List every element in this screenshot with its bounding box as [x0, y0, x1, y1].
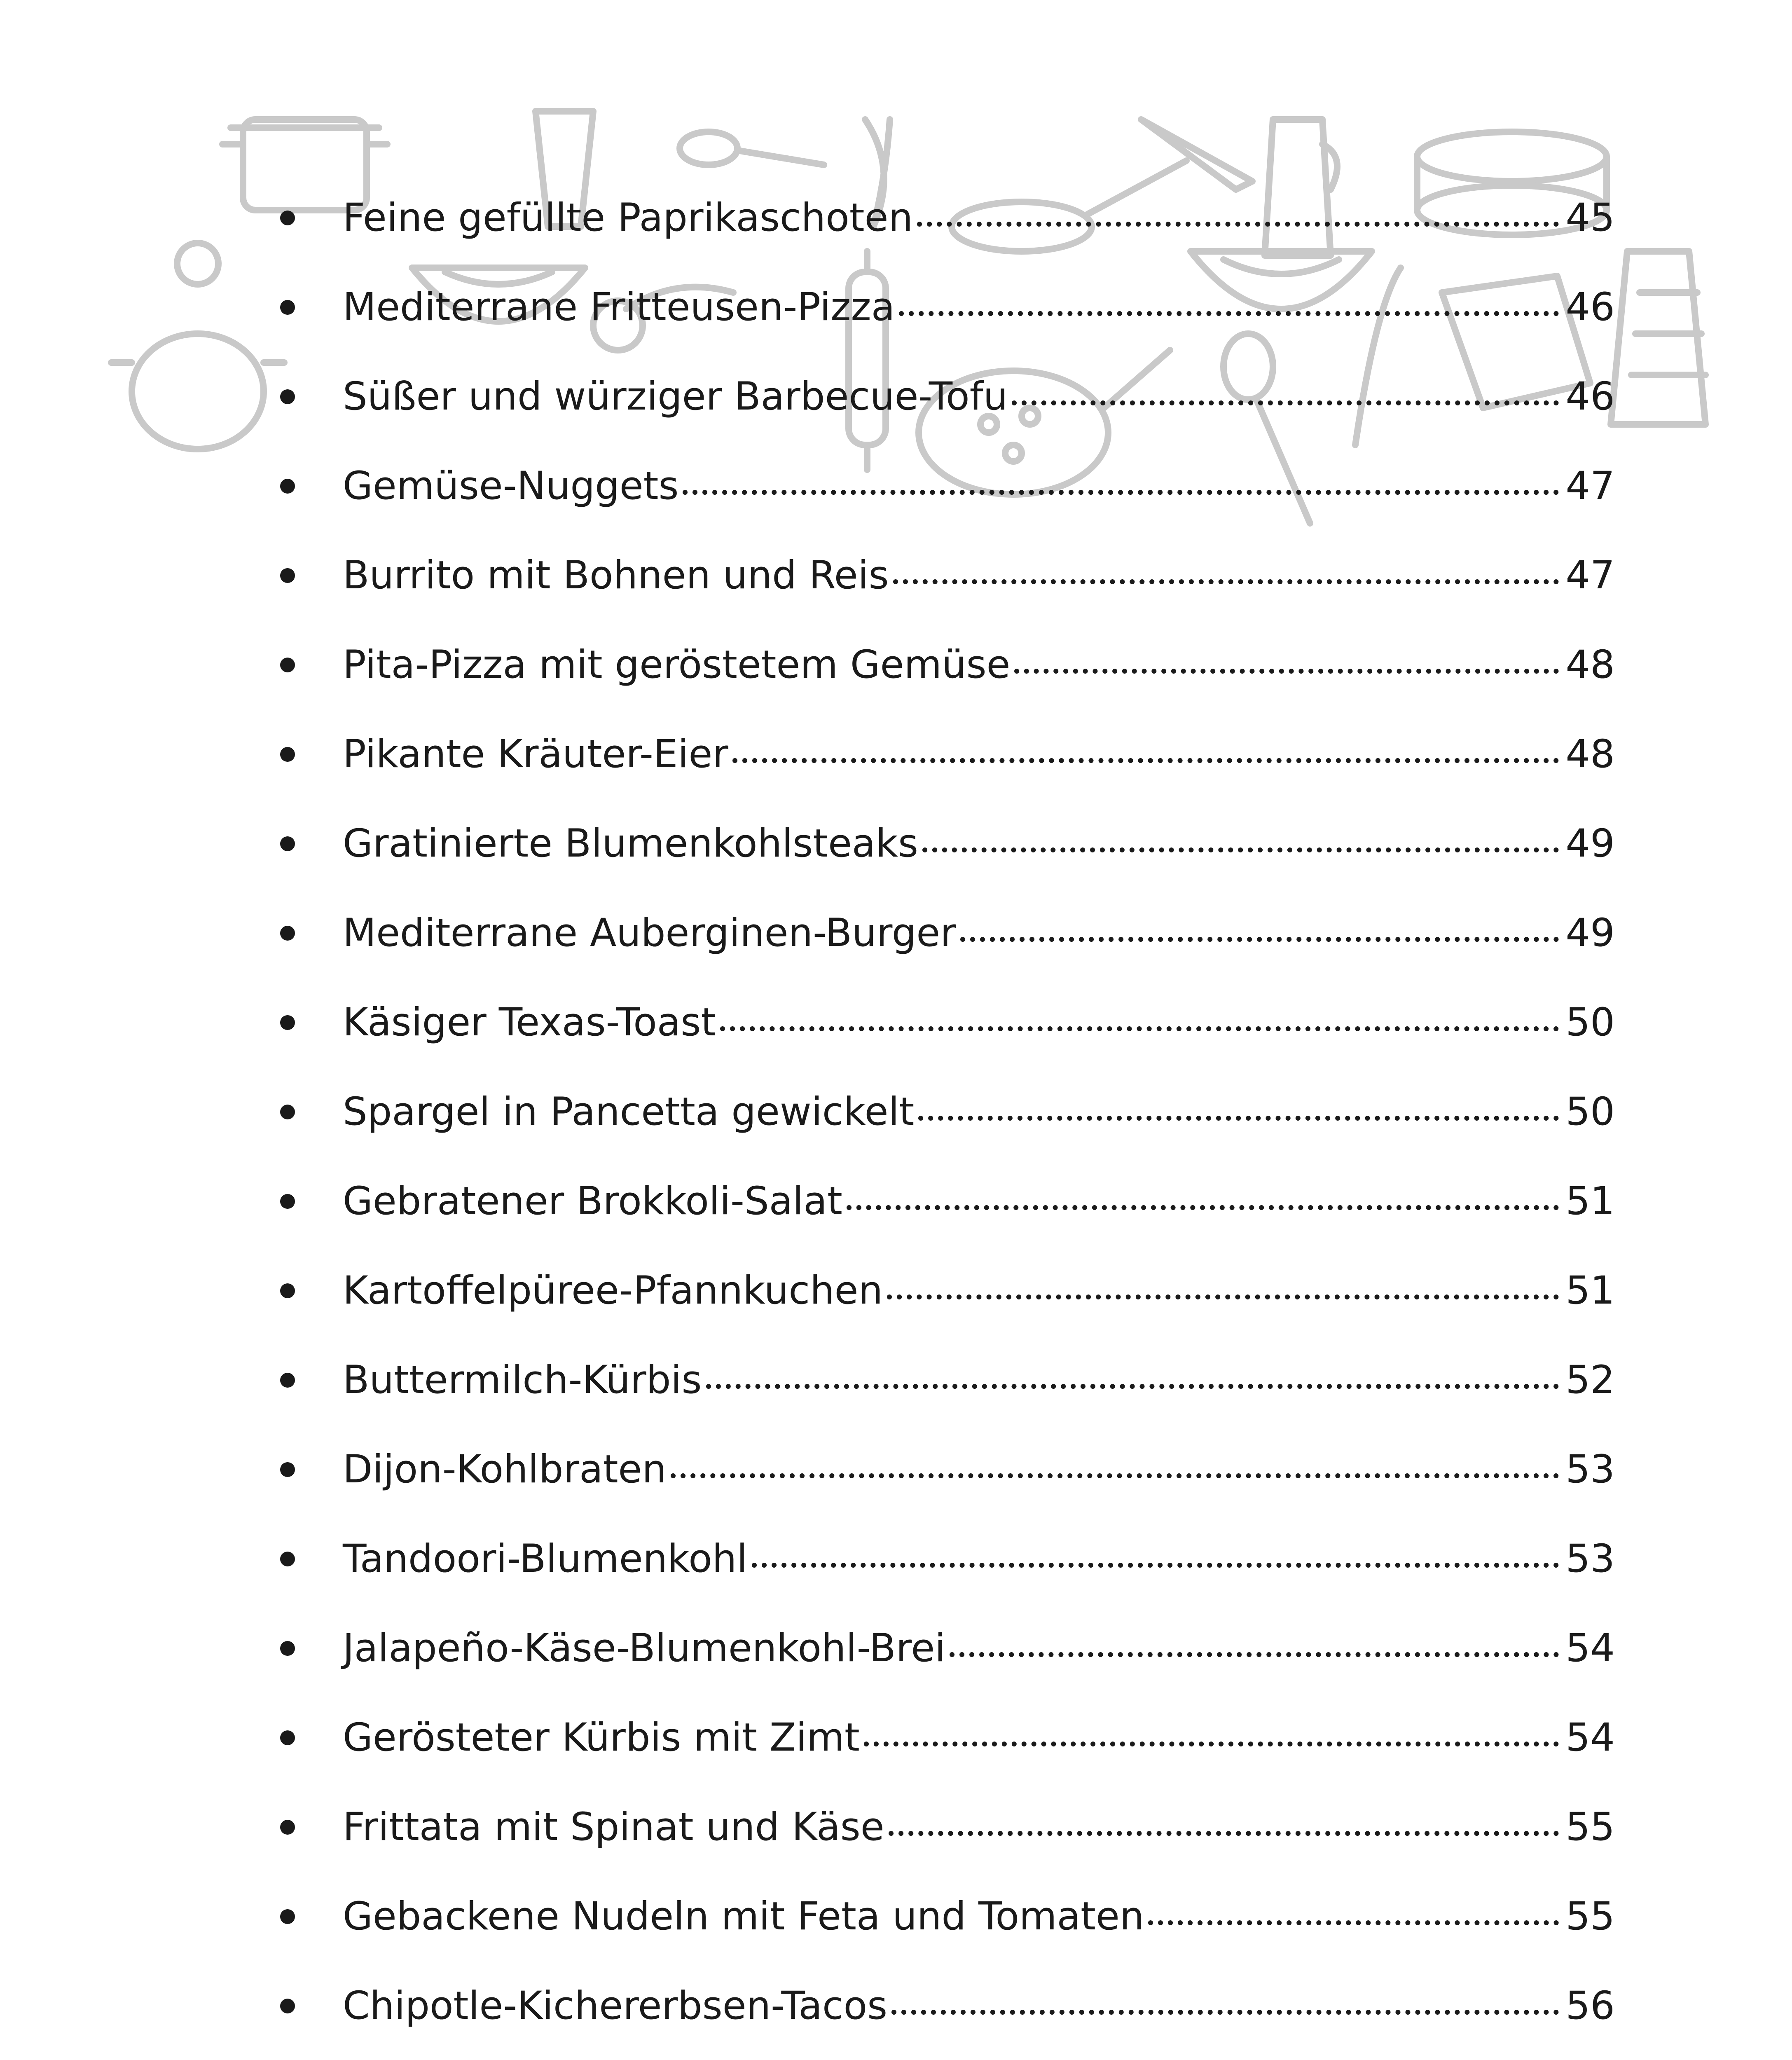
toc-entry-title: Mediterrane Auberginen-Burger — [343, 911, 956, 955]
dot-leader — [889, 1831, 1559, 1836]
dot-leader — [899, 311, 1559, 316]
bullet-icon — [280, 389, 295, 404]
toc-entry[interactable] — [280, 1067, 1615, 1156]
toc-entry-title: Chipotle-Kichererbsen-Tacos — [343, 1983, 888, 2028]
toc-entry[interactable] — [280, 1156, 1615, 1246]
grater-icon — [1611, 251, 1705, 424]
toc-entry-title: Pita-Pizza mit geröstetem Gemüse — [343, 642, 1011, 687]
cooking-pot-icon — [111, 243, 284, 449]
toc-entry-title: Burrito mit Bohnen und Reis — [343, 553, 889, 598]
bullet-icon — [280, 1105, 295, 1119]
bullet-icon — [280, 1552, 295, 1566]
dot-leader — [960, 937, 1559, 942]
bullet-icon — [280, 1015, 295, 1030]
toc-page-number: 46 — [1565, 374, 1615, 419]
toc-page-number: 56 — [1565, 1983, 1615, 2028]
toc-entry-title: Spargel in Pancetta gewickelt — [343, 1089, 915, 1134]
toc-entry[interactable] — [280, 1246, 1615, 1335]
dot-leader — [671, 1473, 1559, 1478]
toc-entry[interactable] — [280, 173, 1615, 262]
toc-entry[interactable] — [280, 1604, 1615, 1693]
toc-entry-title: Kartoffelpüree-Pfannkuchen — [343, 1268, 883, 1313]
dot-leader — [893, 579, 1559, 584]
toc-entry-title: Buttermilch-Kürbis — [343, 1358, 702, 1402]
bullet-icon — [280, 1909, 295, 1924]
dot-leader — [847, 1205, 1559, 1210]
dot-leader — [950, 1652, 1559, 1657]
toc-page-number: 53 — [1565, 1536, 1615, 1581]
bullet-icon — [280, 1999, 295, 2013]
toc-entry-title: Dijon-Kohlbraten — [343, 1447, 667, 1492]
toc-page-number: 54 — [1565, 1715, 1615, 1760]
toc-entry-title: Gebratener Brokkoli-Salat — [343, 1179, 842, 1224]
bullet-icon — [280, 1462, 295, 1477]
bullet-icon — [280, 658, 295, 672]
toc-entry[interactable] — [280, 620, 1615, 709]
toc-entry[interactable] — [280, 441, 1615, 531]
toc-entry-title: Tandoori-Blumenkohl — [343, 1536, 748, 1581]
dot-leader — [1014, 669, 1559, 674]
toc-entry[interactable] — [280, 888, 1615, 978]
toc-page-number: 45 — [1565, 195, 1615, 240]
toc-entry-title: Mediterrane Fritteusen-Pizza — [343, 285, 895, 330]
toc-page-number: 51 — [1565, 1179, 1615, 1224]
toc-entry[interactable] — [280, 1961, 1615, 2051]
toc-entry-title: Gerösteter Kürbis mit Zimt — [343, 1715, 860, 1760]
toc-entry-title: Gemüse-Nuggets — [343, 464, 679, 508]
toc-entry-title: Käsiger Texas-Toast — [343, 1000, 716, 1045]
toc-entry-title: Süßer und würziger Barbecue-Tofu — [343, 374, 1008, 419]
bullet-icon — [280, 1283, 295, 1298]
bullet-icon — [280, 926, 295, 941]
dot-leader — [864, 1742, 1559, 1746]
dot-leader — [1012, 400, 1559, 405]
toc-page-number: 48 — [1565, 642, 1615, 687]
bullet-icon — [280, 747, 295, 762]
bullet-icon — [280, 1730, 295, 1745]
bullet-icon — [280, 1373, 295, 1388]
toc-entry[interactable] — [280, 709, 1615, 799]
toc-entry-title: Feine gefüllte Paprikaschoten — [343, 195, 913, 240]
toc-entry[interactable] — [280, 1872, 1615, 1961]
toc-page-number: 55 — [1565, 1805, 1615, 1849]
bullet-icon — [280, 479, 295, 494]
toc-entry-title: Jalapeño-Käse-Blumenkohl-Brei — [343, 1626, 946, 1671]
toc-page-number: 49 — [1565, 911, 1615, 955]
toc-entry-title: Gratinierte Blumenkohlsteaks — [343, 821, 918, 866]
dot-leader — [922, 847, 1559, 852]
toc-page-number: 54 — [1565, 1626, 1615, 1671]
toc-page-number: 52 — [1565, 1358, 1615, 1402]
bullet-icon — [280, 1194, 295, 1209]
toc-page-number: 50 — [1565, 1089, 1615, 1134]
toc-page-number: 47 — [1565, 553, 1615, 598]
toc-page-number: 53 — [1565, 1447, 1615, 1492]
toc-entry[interactable] — [280, 1335, 1615, 1425]
dot-leader — [917, 222, 1559, 227]
toc-entry[interactable] — [280, 2051, 1615, 2060]
dot-leader — [683, 490, 1559, 495]
bullet-icon — [280, 211, 295, 225]
dot-leader — [891, 2010, 1559, 2015]
bullet-icon — [280, 1820, 295, 1835]
dot-leader — [887, 1295, 1559, 1299]
toc-entry-title: Gebackene Nudeln mit Feta und Tomaten — [343, 1894, 1144, 1939]
bullet-icon — [280, 568, 295, 583]
toc-entry-title: Pikante Kräuter-Eier — [343, 732, 728, 777]
spoon-icon — [680, 132, 824, 165]
bullet-icon — [280, 1641, 295, 1656]
toc-entry-title: Frittata mit Spinat und Käse — [343, 1805, 884, 1849]
toc-entry[interactable] — [280, 1782, 1615, 1872]
toc-entry[interactable] — [280, 1693, 1615, 1782]
toc-entry[interactable] — [280, 1425, 1615, 1514]
toc-page-number: 48 — [1565, 732, 1615, 777]
dot-leader — [720, 1026, 1559, 1031]
dot-leader — [752, 1563, 1559, 1568]
toc-entry[interactable] — [280, 352, 1615, 441]
toc-entry[interactable] — [280, 531, 1615, 620]
toc-page-number: 55 — [1565, 1894, 1615, 1939]
toc-page-number: 50 — [1565, 1000, 1615, 1045]
toc-page-number: 51 — [1565, 1268, 1615, 1313]
toc-entry[interactable] — [280, 978, 1615, 1067]
bullet-icon — [280, 836, 295, 851]
dot-leader — [706, 1384, 1559, 1389]
dot-leader — [732, 758, 1559, 763]
toc-page-number: 47 — [1565, 464, 1615, 508]
dot-leader — [1148, 1920, 1559, 1925]
dot-leader — [918, 1116, 1559, 1121]
toc-entry[interactable] — [280, 1514, 1615, 1604]
toc-entry[interactable] — [280, 262, 1615, 352]
toc-entry[interactable] — [280, 799, 1615, 888]
toc-page-number: 46 — [1565, 285, 1615, 330]
table-of-contents — [280, 173, 1615, 2060]
bullet-icon — [280, 300, 295, 315]
toc-page-number: 49 — [1565, 821, 1615, 866]
